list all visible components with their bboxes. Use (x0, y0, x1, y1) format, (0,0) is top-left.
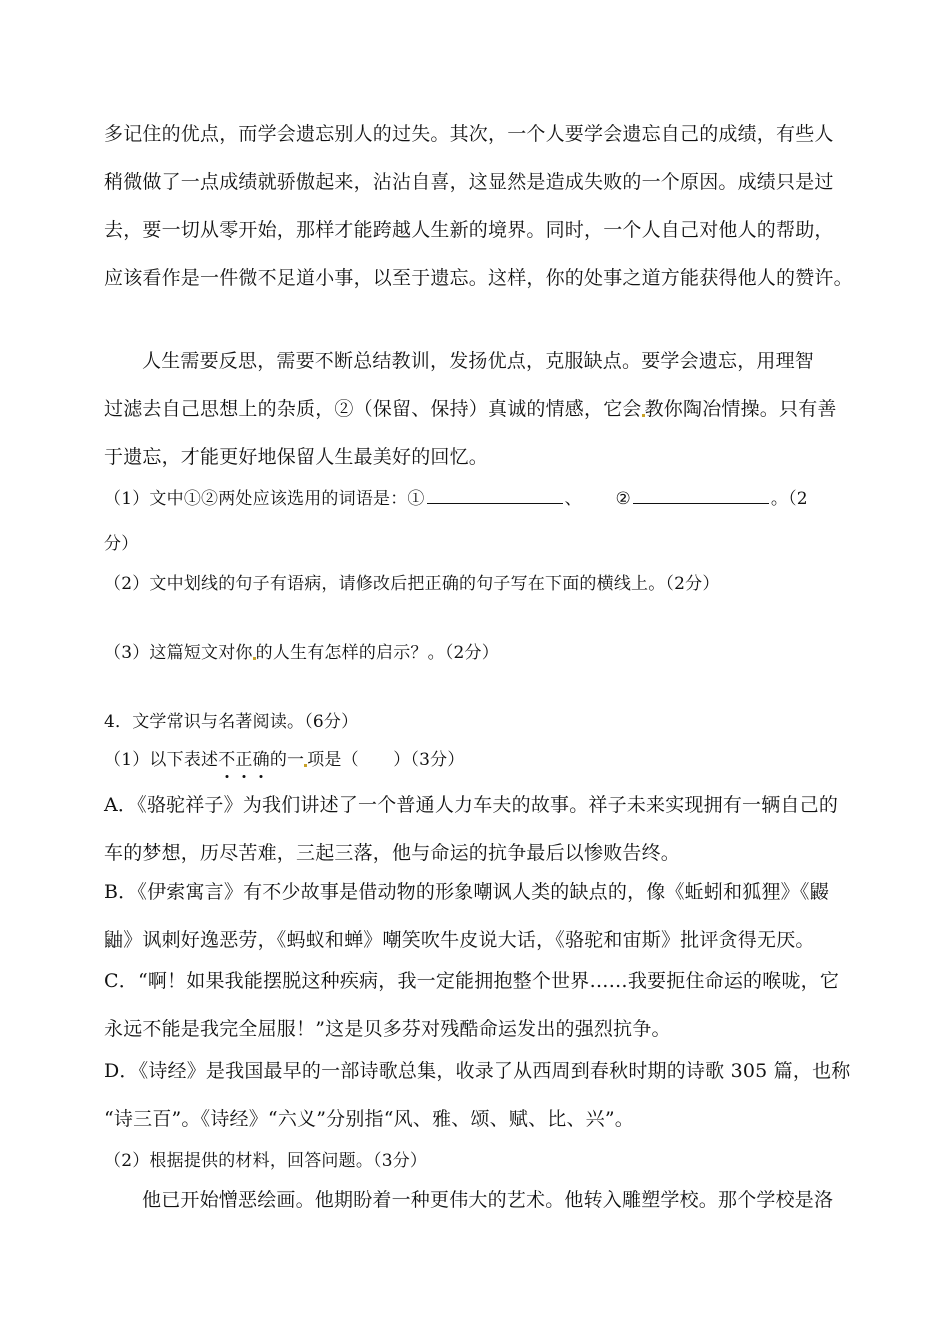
question-1-prefix: （1）文中①②两处应该选用的词语是：① (104, 489, 425, 509)
option-d: D．《诗经》是我国最早的一部诗歌总集，收录了从西周到春秋时期的诗歌 305 篇，也称 (104, 1060, 851, 1082)
option-c-continued: 永远不能是我完全屈服！”这是贝多芬对残酷命运发出的强烈抗争。 (104, 1018, 671, 1040)
option-b-continued: 鼬》讽刺好逸恶劳，《蚂蚁和蝉》嘲笑吹牛皮说大话，《骆驼和宙斯》批评贪得无厌。 (104, 929, 815, 951)
text-line: 多记住的优点，而学会遗忘别人的过失。其次，一个人要学会遗忘自己的成绩，有些人 (104, 123, 834, 145)
text-segment: 的一 (269, 750, 305, 770)
text-segment: （1）以下表述 (104, 750, 219, 770)
text-line: 稍微做了一点成绩就骄傲起来，沾沾自喜，这显然是造成失败的一个原因。成绩只是过 (104, 171, 834, 193)
question-1 (104, 485, 808, 511)
question-3 (104, 641, 499, 665)
text-segment: 过滤去自己思想上的杂质，②（保留、保持）真诚的情感，它会 (104, 398, 642, 420)
material-text: 他已开始憎恶绘画。他期盼着一种更伟大的艺术。他转入雕塑学校。那个学校是洛 (142, 1189, 834, 1211)
emphasis-char: 正 (235, 750, 253, 770)
text-segment: 教你陶冶情操。只有善 (644, 398, 837, 420)
text-segment: （3）这篇短文对你 (104, 643, 253, 663)
option-b: B．《伊索寓言》有不少故事是借动物的形象嘲讽人类的缺点的，像《蚯蚓和狐狸》《鼹 (104, 881, 829, 903)
text-segment: 的人生有怎样的启示？。（2分） (255, 643, 499, 663)
text-line (104, 397, 837, 421)
emphasis-char: 不 (218, 750, 236, 770)
separator: 、 (564, 489, 582, 509)
text-line: 人生需要反思，需要不断总结教训，发扬优点，克服缺点。要学会遗忘，用理智 (142, 350, 815, 372)
option-d-continued: “诗三百”。《诗经》“六义”分别指“风、雅、颂、赋、比、兴”。 (104, 1108, 634, 1130)
answer-blank-1[interactable] (427, 485, 563, 504)
option-c: C．“啊！如果我能摆脱这种疾病，我一定能拥抱整个世界……我要扼住命运的喉咙，它 (104, 970, 840, 992)
text-line: 应该看作是一件微不足道小事，以至于遗忘。这样，你的处事之道方能获得他人的赞许。 (104, 267, 853, 289)
text-line: 于遗忘，才能更好地保留人生最美好的回忆。 (104, 446, 489, 468)
section-4-title: 4．文学常识与名著阅读。（6分） (104, 712, 359, 732)
option-a-continued: 车的梦想，历尽苦难，三起三落，他与命运的抗争最后以惨败告终。 (104, 842, 681, 864)
section-4-question-1 (104, 748, 465, 772)
emphasis-char: 确 (252, 750, 270, 770)
answer-blank-2[interactable] (633, 485, 769, 504)
text-line: 去，要一切从零开始，那样才能跨越人生新的境界。同时，一个人自己对他人的帮助， (104, 219, 834, 241)
section-4-question-2: （2）根据提供的材料，回答问题。（3分） (104, 1151, 428, 1171)
text-segment: 项是（ ）（3分） (307, 750, 465, 770)
question-2: （2）文中划线的句子有语病，请修改后把正确的句子写在下面的横线上。（2分） (104, 574, 720, 594)
question-1-suffix: 。（2 (770, 489, 808, 509)
option-a: A．《骆驼祥子》为我们讲述了一个普通人力车夫的故事。祥子未来实现拥有一辆自己的 (104, 794, 839, 816)
question-1-continued: 分） (104, 534, 139, 554)
circle-2-label: ② (615, 489, 631, 509)
